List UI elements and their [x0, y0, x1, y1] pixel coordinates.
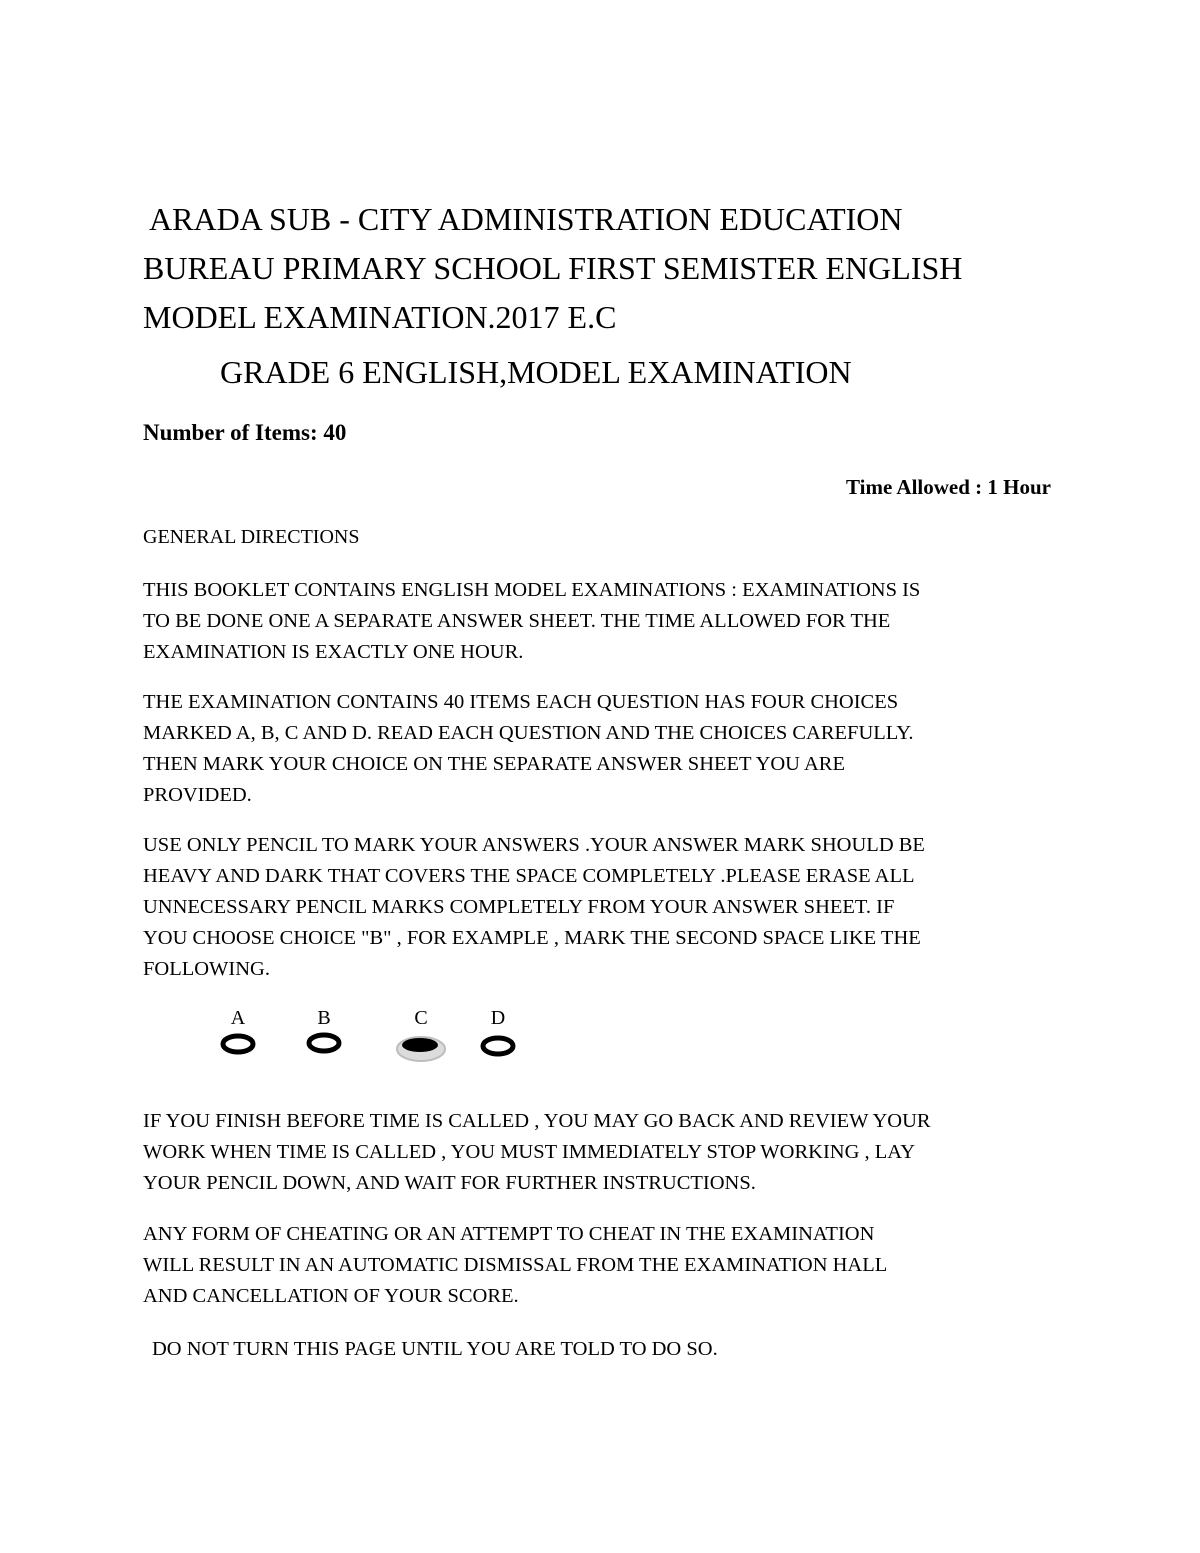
text-line: HEAVY AND DARK THAT COVERS THE SPACE COMPLETELY .PLEASE ERASE ALL	[143, 865, 915, 887]
text-line: AND CANCELLATION OF YOUR SCORE.	[143, 1285, 519, 1307]
bubble-choice-a	[208, 1006, 268, 1076]
empty-bubble-icon	[208, 1028, 268, 1068]
document-title	[143, 195, 1063, 342]
bubble-choice-b	[294, 1006, 354, 1076]
answer-bubble-example	[200, 1006, 560, 1076]
choice-label-d: D	[490, 1007, 506, 1029]
text-line: THEN MARK YOUR CHOICE ON THE SEPARATE ANSWER SHEET YOU ARE	[143, 753, 845, 775]
text-line: TO BE DONE ONE A SEPARATE ANSWER SHEET. THE TIME ALLOWED FOR THE	[143, 610, 891, 632]
directions-paragraph-3	[143, 830, 1063, 985]
filled-bubble-icon	[391, 1028, 451, 1068]
text-line: EXAMINATION IS EXACTLY ONE HOUR.	[143, 641, 524, 663]
text-line: THE EXAMINATION CONTAINS 40 ITEMS EACH QUESTION HAS FOUR CHOICES	[143, 691, 899, 713]
title-line-1: ARADA SUB - CITY ADMINISTRATION EDUCATION	[149, 201, 903, 237]
time-allowed: Time Allowed : 1 Hour	[846, 475, 1051, 499]
text-line: MARKED A, B, C AND D. READ EACH QUESTION AND THE CHOICES CAREFULLY.	[143, 722, 914, 744]
directions-paragraph-2	[143, 687, 1063, 811]
bubble-choice-d	[468, 1006, 528, 1076]
text-line: USE ONLY PENCIL TO MARK YOUR ANSWERS .YOUR ANSWER MARK SHOULD BE	[143, 834, 925, 856]
directions-heading: GENERAL DIRECTIONS	[143, 526, 360, 548]
title-line-3: MODEL EXAMINATION.2017 E.C	[143, 299, 617, 335]
directions-paragraph-1	[143, 575, 1063, 668]
bubble-choice-c	[391, 1006, 451, 1076]
text-line: WORK WHEN TIME IS CALLED , YOU MUST IMMEDIATELY STOP WORKING , LAY	[143, 1141, 916, 1163]
directions-paragraph-5	[143, 1219, 1063, 1312]
title-line-2: BUREAU PRIMARY SCHOOL FIRST SEMISTER ENGLISH	[143, 250, 963, 286]
empty-bubble-icon	[294, 1028, 354, 1068]
directions-paragraph-4	[143, 1106, 1063, 1199]
number-of-items: Number of Items: 40	[143, 420, 347, 445]
choice-label-a: A	[230, 1007, 246, 1029]
text-line: YOU CHOOSE CHOICE "B" , FOR EXAMPLE , MARK THE SECOND SPACE LIKE THE	[143, 927, 921, 949]
text-line: IF YOU FINISH BEFORE TIME IS CALLED , YOU MAY GO BACK AND REVIEW YOUR	[143, 1110, 931, 1132]
final-instruction: DO NOT TURN THIS PAGE UNTIL YOU ARE TOLD TO DO SO.	[152, 1338, 718, 1360]
text-line: ANY FORM OF CHEATING OR AN ATTEMPT TO CHEAT IN THE EXAMINATION	[143, 1223, 875, 1245]
text-line: YOUR PENCIL DOWN, AND WAIT FOR FURTHER INSTRUCTIONS.	[143, 1172, 756, 1194]
text-line: PROVIDED.	[143, 784, 252, 806]
choice-label-c: C	[414, 1007, 428, 1029]
choice-label-b: B	[317, 1007, 331, 1029]
text-line: FOLLOWING.	[143, 958, 270, 980]
exam-subtitle: GRADE 6 ENGLISH,MODEL EXAMINATION	[220, 354, 852, 390]
text-line: UNNECESSARY PENCIL MARKS COMPLETELY FROM YOUR ANSWER SHEET. IF	[143, 896, 895, 918]
empty-bubble-icon	[468, 1028, 528, 1068]
text-line: THIS BOOKLET CONTAINS ENGLISH MODEL EXAMINATIONS : EXAMINATIONS IS	[143, 579, 921, 601]
text-line: WILL RESULT IN AN AUTOMATIC DISMISSAL FROM THE EXAMINATION HALL	[143, 1254, 888, 1276]
